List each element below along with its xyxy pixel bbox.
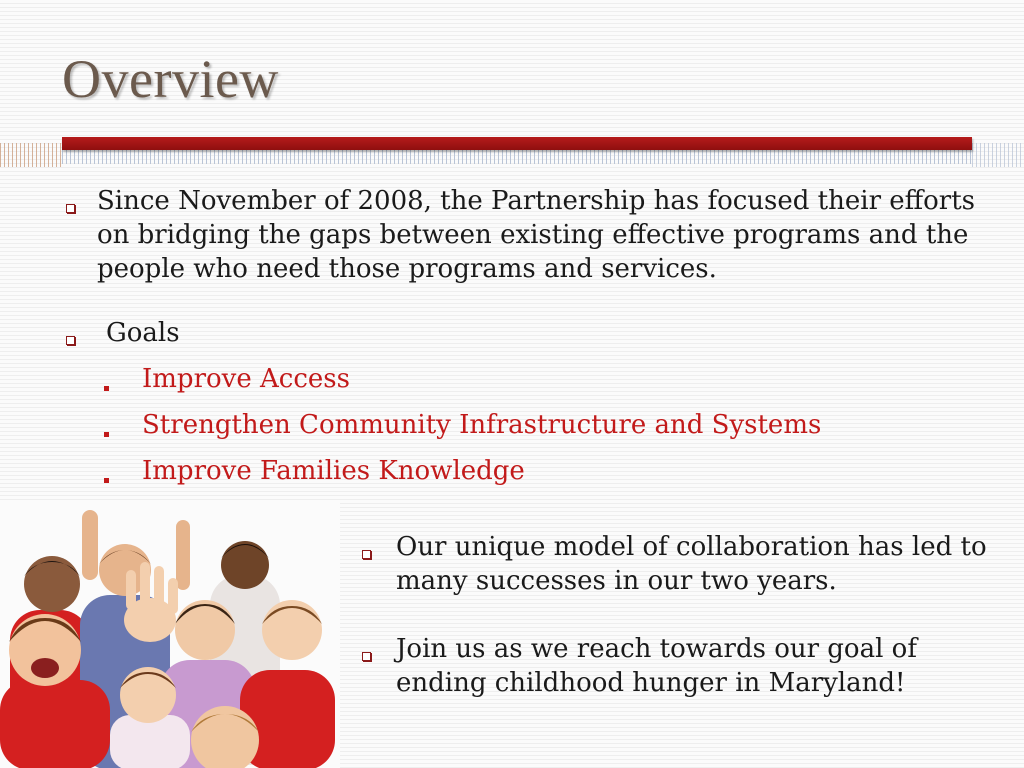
goal-item: Improve Families Knowledge: [142, 456, 525, 486]
hollow-square-bullet-icon: [66, 330, 75, 349]
title-rule-stripes-right: [972, 143, 1024, 167]
goal-item: Strengthen Community Infrastructure and Systems: [142, 410, 822, 440]
title-rule-stripes: [62, 150, 972, 164]
goals-heading: Goals: [106, 318, 180, 348]
hollow-square-bullet-icon: [362, 646, 371, 665]
title-accent-bar: [62, 137, 972, 150]
hollow-square-bullet-icon: [362, 544, 371, 563]
children-photo: [0, 500, 340, 768]
slide-title: Overview: [62, 49, 279, 109]
goal-item: Improve Access: [142, 364, 350, 394]
intro-paragraph: Since November of 2008, the Partnership has focused their efforts on bridging the gaps between existing effective programs and the people who need those programs and services.: [97, 186, 975, 284]
title-rule-stripes-left: [0, 143, 62, 167]
closing-paragraph: Join us as we reach towards our goal of ending childhood hunger in Maryland!: [396, 634, 917, 698]
solid-square-bullet-icon: [104, 468, 109, 487]
solid-square-bullet-icon: [104, 422, 109, 441]
hollow-square-bullet-icon: [66, 198, 75, 217]
solid-square-bullet-icon: [104, 376, 109, 395]
closing-paragraph: Our unique model of collaboration has led to many successes in our two years.: [396, 532, 987, 596]
